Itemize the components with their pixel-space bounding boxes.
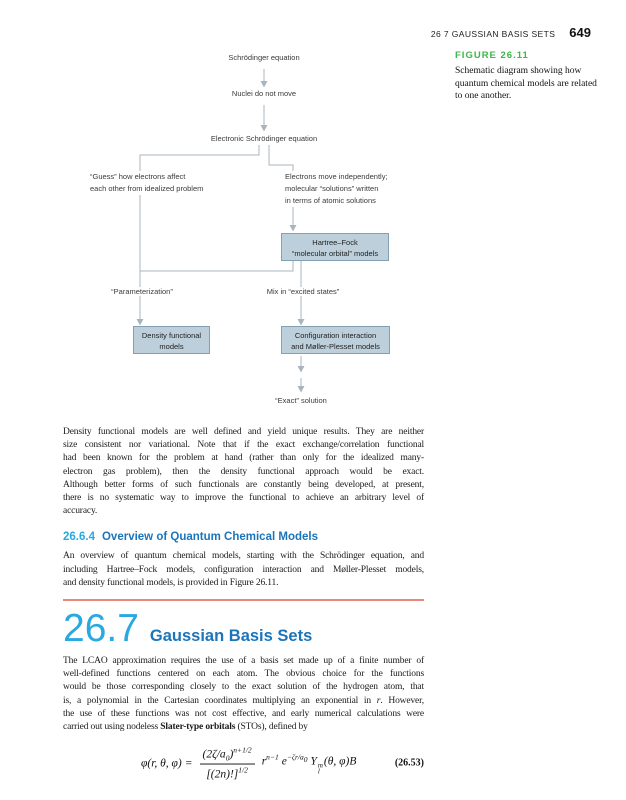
equation-equals: = [184,757,193,770]
subsection-title: Overview of Quantum Chemical Models [101,531,318,544]
flowchart-box-line: Hartree–Fock [312,238,358,247]
equation-r-term [261,752,279,768]
equation-subscript: l [317,767,320,776]
chapter-section-label: 26 7 GAUSSIAN BASIS SETS [430,29,556,39]
flowchart-box-line: “molecular orbital” models [291,249,379,258]
flowchart-node-nuclei-do-not-move: Nuclei do not move [231,89,297,98]
flowchart-label-mix-excited-states: Mix in “excited states” [266,287,340,296]
equation-exponent [286,752,308,764]
paragraph-density-functional [63,426,424,518]
text-line: and density functional models, is provided in Figure 26.11. [63,577,279,588]
text-segment-italic: r [376,695,381,706]
page-header [431,25,591,40]
equation-fraction [200,746,255,781]
flowchart-box-line: Density functional [141,331,202,340]
flowchart-label-guess-branch [88,171,205,195]
flowchart-label-line: Electrons move independently; [285,172,388,181]
text-segment: is, a polynomial in the Cartesian coordinates multiplying an exponential in [63,695,377,706]
equation-subscript: 0 [225,753,230,763]
flowchart-box-line: models [159,342,184,351]
flowchart-label-line: “Guess” how electrons affect [90,172,186,181]
equation-spherical-harmonic-term [310,755,357,776]
text-line: electron gas problem), then the density functional approach would be exact. [63,466,424,477]
flowchart-node-electronic-schrodinger-equation: Electronic Schrödinger equation [210,134,318,143]
text-line [63,695,424,708]
equation-token: Y [310,755,317,768]
equation-token: −ζr/a [286,752,304,762]
figure-26-11-flowchart [60,48,430,413]
equation-token: r [261,755,267,768]
text-line: The LCAO approximation requires the use of a basis set made up of a finite number of [63,656,424,667]
text-line: size consistent nor variational. Note that if the exact exchange/correlation functional [63,440,424,451]
equation-subscript: 0 [303,754,308,764]
text-line: had been known for the problem at hand (rather than only for the idealized many- [63,453,424,464]
figure-caption-line: to one another. [455,91,512,101]
equation-exponent: n−1 [266,752,279,762]
equation-numerator [200,746,255,765]
text-line: the use of these functions was not cost effective, and early numerical calculations were [63,708,424,719]
flowchart-node-schrodinger-equation: Schrödinger equation [228,53,300,62]
equation-token: (θ, φ)B [323,755,357,768]
section-heading-267 [63,608,424,650]
equation-superscript: m [317,761,323,770]
equation-exponent: n+1/2 [233,745,252,755]
text-line: Although better forms of such functionals are constantly being developed, at present, [63,479,424,490]
flowchart-connector-lines [60,48,430,413]
text-line: including Hartree–Fock models, configuration interaction and Møller-Plesset models, [63,564,424,575]
text-line: would be those corresponding closely to the exact solution of the hydrogen atom, that [63,682,424,693]
figure-caption-line: quantum chemical models are related [455,78,597,89]
figure-label: FIGURE 26.11 [455,50,529,61]
subsection-number: 26.6.4 [63,531,95,544]
text-line: there is no systematic way to improve the functional to achieve an arbitrary level of [63,493,424,504]
text-column [63,426,424,785]
text-segment: (STOs), defined by [235,722,308,733]
equation-token: e [281,755,287,768]
flowchart-box-line: and Møller-Plesset models [291,342,380,351]
text-segment: . However, [380,695,424,706]
flowchart-box-density-functional [133,326,210,354]
equation-26-53 [63,741,424,785]
equation-number: (26.53) [394,757,424,769]
text-line: accuracy. [63,506,98,517]
flowchart-box-line: Configuration interaction [294,331,377,340]
section-title: Gaussian Basis Sets [149,627,313,646]
flowchart-box-configuration-interaction [281,326,390,354]
equation-exponential-term [281,752,308,768]
equation-token: ) [229,748,234,761]
equation-token: (2ζ/a [202,748,226,761]
paragraph-overview [63,550,424,590]
flowchart-label-independent-branch [283,171,390,207]
figure-caption-line: Schematic diagram showing how [455,66,582,76]
section-number: 26.7 [63,607,139,651]
flowchart-label-line: each other from idealized problem [90,184,204,193]
subsection-heading-2664 [63,531,424,543]
equation-token: [(2n)!] [206,768,239,781]
text-line: Density functional models are well defined and yield unique results. They are neither [63,427,424,437]
figure-caption [455,50,597,103]
equation-lhs: φ(r, θ, φ) [141,757,182,770]
text-line: An overview of quantum chemical models, starting with the Schrödinger equation, and [63,551,424,562]
flowchart-box-hartree-fock [281,233,389,261]
flowchart-label-line: molecular “solutions” written [285,184,379,193]
text-segment: carried out using nodeless [63,722,161,733]
section-divider-rule [63,599,424,601]
equation-terms [259,752,357,774]
text-line: well-defined functions centered on each atom. The obvious choice for the functions [63,669,424,680]
flowchart-label-line: in terms of atomic solutions [285,196,376,205]
equation-denominator [206,765,248,781]
text-segment-bold: Slater-type orbitals [160,722,236,733]
flowchart-label-parameterization: “Parameterization” [111,287,173,296]
text-line [63,721,424,734]
equation-body [141,746,356,781]
paragraph-lcao [63,655,424,734]
page-number: 649 [569,25,591,40]
equation-sup-sub-stack [318,762,323,774]
equation-exponent: 1/2 [238,765,248,775]
flowchart-label-exact-solution: “Exact” solution [275,396,327,405]
